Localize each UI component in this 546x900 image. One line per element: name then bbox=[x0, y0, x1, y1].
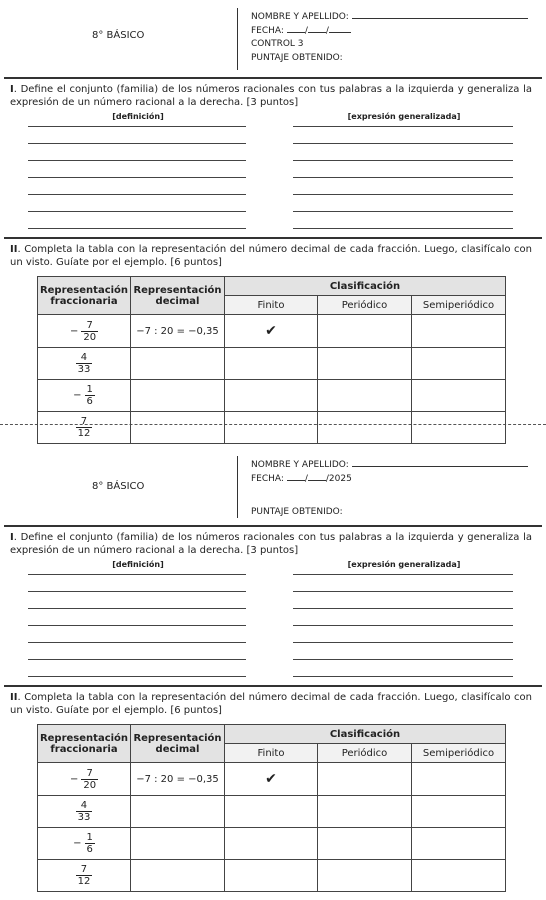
fraction-cell bbox=[38, 828, 131, 860]
definition-answer-line[interactable] bbox=[28, 591, 246, 592]
definition-answer-line[interactable] bbox=[28, 194, 246, 195]
decimal-cell[interactable] bbox=[131, 348, 225, 380]
section-rule bbox=[4, 237, 542, 239]
definition-column-header: [definición] bbox=[112, 112, 164, 121]
fraction-numerator: 4 bbox=[80, 352, 88, 363]
definition-answer-line[interactable] bbox=[28, 659, 246, 660]
fraction-denominator: 6 bbox=[86, 396, 93, 407]
periodic-cell bbox=[318, 763, 412, 796]
finite-cell bbox=[225, 315, 318, 348]
fraction bbox=[73, 384, 95, 407]
expression-column-header: [expresión generalizada] bbox=[347, 112, 461, 121]
finite-cell[interactable] bbox=[225, 380, 318, 412]
fraction bbox=[70, 768, 98, 791]
definition-answer-line[interactable] bbox=[28, 574, 246, 575]
definition-answer-line[interactable] bbox=[28, 160, 246, 161]
finite-cell[interactable] bbox=[225, 828, 318, 860]
table-row bbox=[38, 828, 506, 860]
score-label: PUNTAJE OBTENIDO: bbox=[251, 507, 343, 517]
definition-answer-line[interactable] bbox=[28, 228, 246, 229]
fraction-numerator: 4 bbox=[80, 800, 88, 811]
date-month-field[interactable] bbox=[308, 472, 326, 481]
table-row bbox=[38, 412, 506, 444]
date-day-field[interactable] bbox=[287, 24, 305, 33]
expression-answer-line[interactable] bbox=[293, 228, 513, 229]
fraction bbox=[76, 864, 93, 887]
fraction-numerator: 1 bbox=[86, 384, 93, 395]
table-row bbox=[38, 315, 506, 348]
name-field[interactable] bbox=[352, 458, 528, 467]
semiperiodic-cell bbox=[412, 763, 506, 796]
name-label: NOMBRE Y APELLIDO: bbox=[251, 12, 349, 22]
header-fraction: Representación fraccionaria bbox=[38, 725, 131, 763]
header-periodic: Periódico bbox=[318, 744, 412, 763]
semiperiodic-cell bbox=[412, 315, 506, 348]
semiperiodic-cell[interactable] bbox=[412, 348, 506, 380]
score-label: PUNTAJE OBTENIDO: bbox=[251, 53, 343, 63]
date-separator: / bbox=[304, 26, 308, 36]
semiperiodic-cell[interactable] bbox=[412, 796, 506, 828]
fraction-numerator: 1 bbox=[86, 832, 93, 843]
header-fraction: Representación fraccionaria bbox=[38, 277, 131, 315]
fraction bbox=[76, 352, 93, 375]
fraction-numerator: 7 bbox=[80, 416, 88, 427]
fraction-cell bbox=[38, 860, 131, 892]
header-decimal: Representación decimal bbox=[131, 725, 225, 763]
section-rule bbox=[4, 77, 542, 79]
definition-column-header: [definición] bbox=[112, 560, 164, 569]
fraction bbox=[76, 416, 93, 439]
date-year: 2025 bbox=[328, 474, 352, 484]
decimal-cell[interactable] bbox=[131, 380, 225, 412]
fraction-cell bbox=[38, 763, 131, 796]
section-rule bbox=[4, 525, 542, 527]
header-semiperiodic: Semiperiódico bbox=[412, 296, 506, 315]
expression-answer-line[interactable] bbox=[293, 194, 513, 195]
decimal-cell: −7 : 20 = −0,35 bbox=[131, 315, 225, 348]
table-row bbox=[38, 763, 506, 796]
fraction-cell bbox=[38, 348, 131, 380]
checkmark-icon: ✔ bbox=[265, 771, 277, 787]
fraction-table bbox=[37, 724, 506, 892]
name-field[interactable] bbox=[352, 10, 528, 19]
periodic-cell[interactable] bbox=[318, 860, 412, 892]
decimal-cell[interactable] bbox=[131, 828, 225, 860]
definition-answer-line[interactable] bbox=[28, 143, 246, 144]
definition-answer-line[interactable] bbox=[28, 608, 246, 609]
section2-instructions: II. Completa la tabla con la representación del número decimal de cada fracción. Luego, clasifícalo con un visto. Guíate por el ejemplo. [6 puntos] bbox=[10, 692, 532, 716]
header-semiperiodic: Semiperiódico bbox=[412, 744, 506, 763]
section2-instructions: II. Completa la tabla con la representación del número decimal de cada fracción. Luego, clasifícalo con un visto. Guíate por el ejemplo. [6 puntos] bbox=[10, 244, 532, 268]
decimal-cell: −7 : 20 = −0,35 bbox=[131, 763, 225, 796]
definition-answer-line[interactable] bbox=[28, 177, 246, 178]
section1-instructions: I. Define el conjunto (familia) de los números racionales con tus palabras a la izquierda y generaliza la expresión de un número racional a la derecha. [3 puntos] bbox=[10, 84, 532, 108]
fraction-denominator: 12 bbox=[77, 428, 91, 439]
periodic-cell[interactable] bbox=[318, 380, 412, 412]
fraction-sign: − bbox=[73, 838, 82, 849]
fraction-sign: − bbox=[69, 325, 79, 337]
date-label: FECHA: bbox=[251, 26, 284, 36]
finite-cell[interactable] bbox=[225, 860, 318, 892]
semiperiodic-cell[interactable] bbox=[412, 828, 506, 860]
grade-label: 8° BÁSICO bbox=[92, 481, 145, 492]
section-rule bbox=[4, 685, 542, 687]
periodic-cell[interactable] bbox=[318, 412, 412, 444]
definition-answer-line[interactable] bbox=[28, 126, 246, 127]
date-label: FECHA: bbox=[251, 474, 284, 484]
date-separator: / bbox=[304, 474, 308, 484]
finite-cell[interactable] bbox=[225, 796, 318, 828]
date-separator: / bbox=[325, 26, 329, 36]
fraction-denominator: 6 bbox=[86, 844, 93, 855]
decimal-cell[interactable] bbox=[131, 860, 225, 892]
periodic-cell[interactable] bbox=[318, 348, 412, 380]
fraction-denominator: 33 bbox=[77, 812, 91, 823]
expression-answer-line[interactable] bbox=[293, 676, 513, 677]
expression-answer-line[interactable] bbox=[293, 642, 513, 643]
definition-answer-line[interactable] bbox=[28, 642, 246, 643]
fraction-cell bbox=[38, 380, 131, 412]
fraction-numerator: 7 bbox=[86, 767, 93, 779]
periodic-cell[interactable] bbox=[318, 796, 412, 828]
header-classification: Clasificación bbox=[225, 725, 506, 744]
fraction-cell bbox=[38, 412, 131, 444]
expression-answer-line[interactable] bbox=[293, 126, 513, 127]
fraction-table bbox=[37, 276, 506, 444]
semiperiodic-cell[interactable] bbox=[412, 860, 506, 892]
fraction-sign: − bbox=[69, 773, 79, 785]
periodic-cell bbox=[318, 315, 412, 348]
name-label: NOMBRE Y APELLIDO: bbox=[251, 460, 349, 470]
fraction-sign: − bbox=[73, 390, 82, 401]
header-periodic: Periódico bbox=[318, 296, 412, 315]
semiperiodic-cell[interactable] bbox=[412, 380, 506, 412]
header-divider bbox=[237, 8, 238, 70]
checkmark-icon: ✔ bbox=[265, 323, 277, 339]
definition-answer-line[interactable] bbox=[28, 211, 246, 212]
fraction-numerator: 7 bbox=[80, 864, 88, 875]
fraction-denominator: 12 bbox=[77, 876, 91, 887]
expression-answer-line[interactable] bbox=[293, 659, 513, 660]
expression-answer-line[interactable] bbox=[293, 143, 513, 144]
date-year-field[interactable] bbox=[329, 24, 351, 33]
fraction-denominator: 20 bbox=[83, 779, 97, 791]
finite-cell bbox=[225, 763, 318, 796]
fraction bbox=[76, 800, 93, 823]
expression-column-header: [expresión generalizada] bbox=[347, 560, 461, 569]
fraction bbox=[73, 832, 95, 855]
fraction-cell bbox=[38, 315, 131, 348]
periodic-cell[interactable] bbox=[318, 828, 412, 860]
fraction-cell bbox=[38, 796, 131, 828]
section1-instructions: I. Define el conjunto (familia) de los números racionales con tus palabras a la izquierda y generaliza la expresión de un número racional a la derecha. [3 puntos] bbox=[10, 532, 532, 556]
fraction bbox=[70, 320, 98, 343]
table-row bbox=[38, 860, 506, 892]
table-row bbox=[38, 380, 506, 412]
grade-label: 8° BÁSICO bbox=[92, 30, 145, 41]
fraction-denominator: 20 bbox=[83, 331, 97, 343]
header-classification: Clasificación bbox=[225, 277, 506, 296]
definition-answer-line[interactable] bbox=[28, 625, 246, 626]
decimal-cell[interactable] bbox=[131, 412, 225, 444]
expression-answer-line[interactable] bbox=[293, 574, 513, 575]
finite-cell[interactable] bbox=[225, 412, 318, 444]
date-month-field[interactable] bbox=[308, 24, 326, 33]
header-finite: Finito bbox=[225, 744, 318, 763]
expression-answer-line[interactable] bbox=[293, 211, 513, 212]
definition-answer-line[interactable] bbox=[28, 676, 246, 677]
expression-answer-line[interactable] bbox=[293, 608, 513, 609]
header-finite: Finito bbox=[225, 296, 318, 315]
table-row bbox=[38, 796, 506, 828]
finite-cell[interactable] bbox=[225, 348, 318, 380]
semiperiodic-cell[interactable] bbox=[412, 412, 506, 444]
control-label: CONTROL 3 bbox=[251, 39, 304, 49]
decimal-cell[interactable] bbox=[131, 796, 225, 828]
expression-answer-line[interactable] bbox=[293, 160, 513, 161]
table-row bbox=[38, 348, 506, 380]
header-decimal: Representación decimal bbox=[131, 277, 225, 315]
header-divider bbox=[237, 456, 238, 518]
expression-answer-line[interactable] bbox=[293, 591, 513, 592]
expression-answer-line[interactable] bbox=[293, 177, 513, 178]
expression-answer-line[interactable] bbox=[293, 625, 513, 626]
fraction-numerator: 7 bbox=[86, 319, 93, 331]
fraction-denominator: 33 bbox=[77, 364, 91, 375]
date-separator: / bbox=[325, 474, 329, 484]
date-day-field[interactable] bbox=[287, 472, 305, 481]
